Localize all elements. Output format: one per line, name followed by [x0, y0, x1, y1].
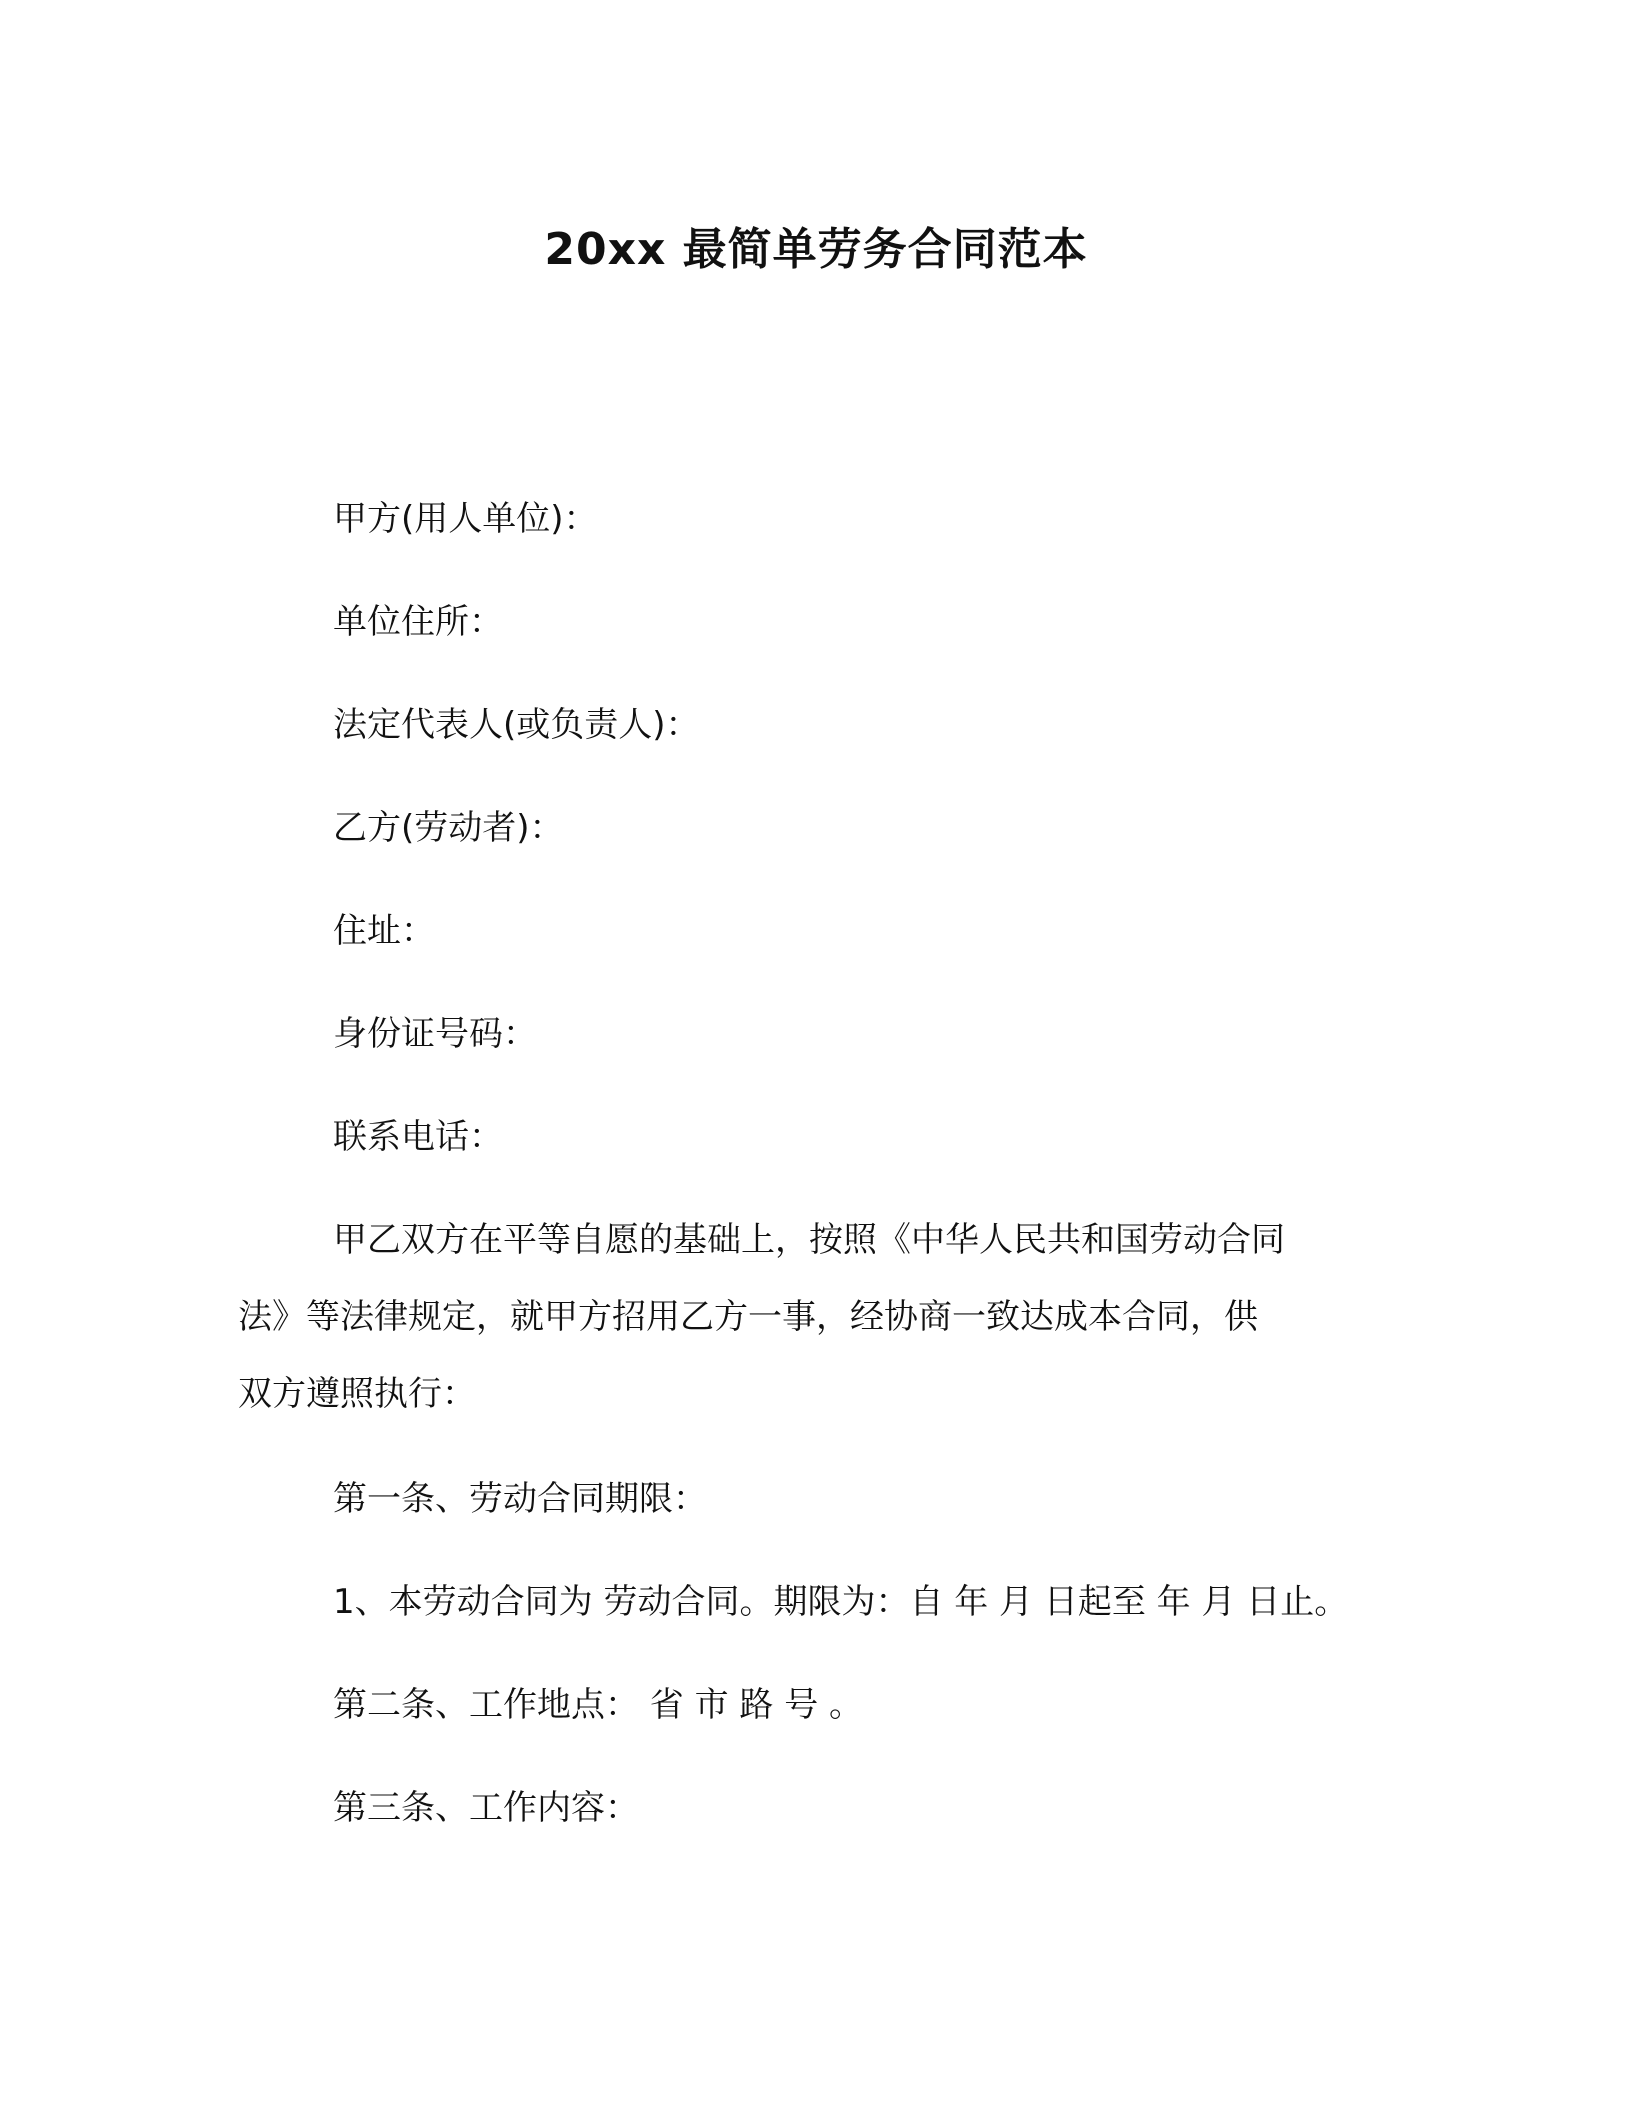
- clause-3-heading: 第三条、工作内容：: [333, 1788, 639, 1828]
- document-title: 20xx 最简单劳务合同范本: [544, 224, 1088, 275]
- clause-1-heading: 第一条、劳动合同期限：: [333, 1479, 707, 1519]
- party-a-field: 甲方(用人单位)：: [333, 499, 598, 539]
- intro-line-2: 法》等法律规定，就甲方招用乙方一事，经协商一致达成本合同，供: [238, 1297, 1258, 1337]
- legal-representative-field: 法定代表人(或负责人)：: [333, 705, 700, 745]
- intro-paragraph: [238, 1202, 1388, 1433]
- party-b-address-field: 住址：: [333, 911, 435, 951]
- party-a-address-field: 单位住所：: [333, 602, 503, 642]
- id-number-field: 身份证号码：: [333, 1014, 537, 1054]
- intro-line-3: 双方遵照执行：: [238, 1374, 476, 1414]
- party-b-field: 乙方(劳动者)：: [333, 808, 564, 848]
- phone-field: 联系电话：: [333, 1117, 503, 1157]
- clause-1-item-1: 1、本劳动合同为 劳动合同。期限为：自 年 月 日起至 年 月 日止。: [333, 1582, 1349, 1622]
- clause-2-heading: 第二条、工作地点： 省 市 路 号 。: [333, 1685, 864, 1725]
- intro-line-1: 甲乙双方在平等自愿的基础上，按照《中华人民共和国劳动合同: [333, 1220, 1285, 1260]
